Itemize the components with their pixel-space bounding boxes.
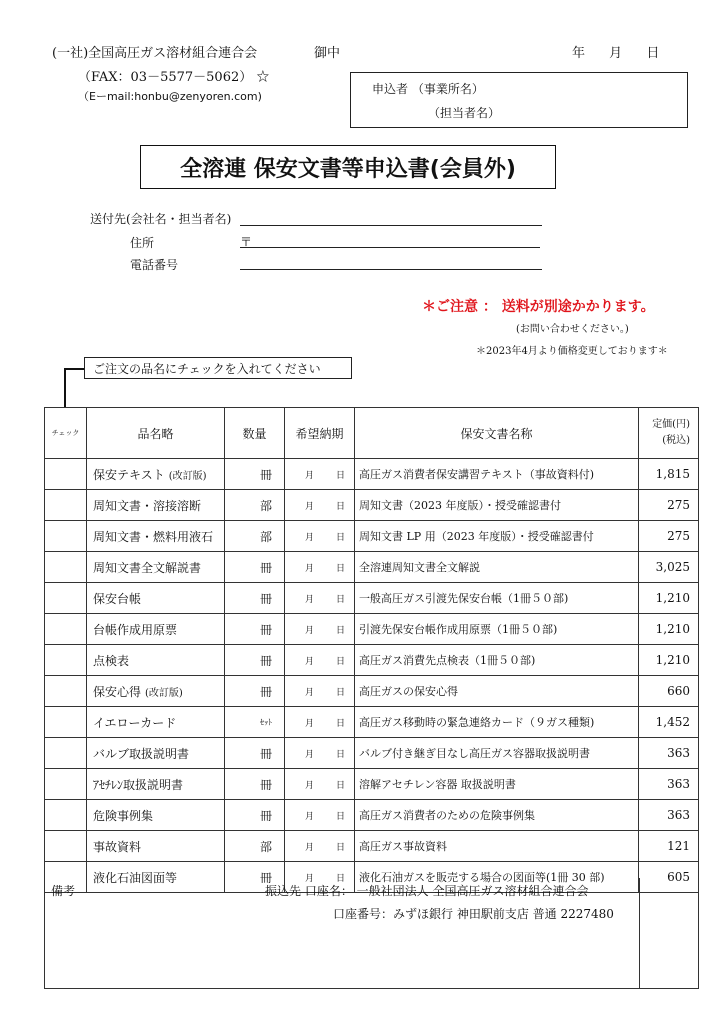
header-document: 保安文書名称 (355, 408, 639, 459)
date-year-label: 年 (572, 46, 586, 61)
due-day: 日 (336, 780, 346, 791)
header-price-line1: 定価(円) (652, 419, 690, 430)
table-row (45, 738, 699, 769)
due-day: 日 (336, 563, 346, 574)
price-cell: 660 (639, 676, 699, 707)
due-day: 日 (336, 749, 346, 760)
date-field[interactable] (572, 42, 659, 61)
quantity-cell[interactable]: 部 (225, 521, 285, 552)
item-name-text: 周知文書全文解説書 (93, 560, 202, 575)
inquiry-note: (お問い合わせください。) (516, 324, 629, 335)
item-name (87, 552, 225, 583)
due-cell[interactable] (285, 583, 355, 614)
shipping-dest-label: 送付先(会社名・担当者名) (90, 212, 232, 226)
price-cell: 1,210 (639, 614, 699, 645)
item-name (87, 614, 225, 645)
due-month: 月 (305, 842, 315, 853)
due-cell[interactable] (285, 614, 355, 645)
item-name-text: 周知文書・溶接溶断 (93, 498, 202, 513)
fax-number: （FAX：03－5577－5062） ☆ (78, 70, 270, 85)
due-cell[interactable] (285, 490, 355, 521)
check-cell[interactable] (45, 645, 87, 676)
item-name-text: 保安台帳 (93, 591, 142, 606)
item-name-text: 点検表 (93, 653, 130, 668)
address-field[interactable] (240, 247, 540, 248)
email-address: （Eーmail:honbu@zenyoren.com) (78, 90, 262, 103)
price-cell: 605 (639, 862, 699, 893)
table-row (45, 490, 699, 521)
item-name-text: ｱｾﾁﾚﾝ取扱説明書 (93, 777, 184, 792)
item-name-text: イエローカード (93, 715, 177, 730)
document-name: 高圧ガス消費者のための危険事例集 (355, 800, 639, 831)
item-name (87, 707, 225, 738)
header-name: 品名略 (87, 408, 225, 459)
due-day: 日 (336, 470, 346, 481)
table-row (45, 645, 699, 676)
quantity-cell[interactable]: 冊 (225, 459, 285, 490)
due-cell[interactable] (285, 645, 355, 676)
remarks-area[interactable] (44, 878, 640, 989)
recipient-honorific: 御中 (314, 46, 341, 61)
quantity-cell[interactable]: 冊 (225, 676, 285, 707)
document-name: 高圧ガス移動時の緊急連絡カード（９ガス種類) (355, 707, 639, 738)
due-day: 日 (336, 811, 346, 822)
price-cell: 363 (639, 800, 699, 831)
due-day: 日 (336, 718, 346, 729)
check-cell[interactable] (45, 769, 87, 800)
item-name-text: 事故資料 (93, 839, 142, 854)
check-cell[interactable] (45, 676, 87, 707)
document-name: 高圧ガス事故資料 (355, 831, 639, 862)
recipient-organization: (一社)全国高圧ガス溶材組合連合会 (52, 46, 258, 61)
quantity-cell[interactable]: 冊 (225, 583, 285, 614)
document-name: 高圧ガス消費者保安講習テキスト（事故資料付) (355, 459, 639, 490)
quantity-cell[interactable]: 冊 (225, 862, 285, 893)
table-row (45, 614, 699, 645)
due-cell[interactable] (285, 831, 355, 862)
due-day: 日 (336, 656, 346, 667)
due-cell[interactable] (285, 738, 355, 769)
table-row (45, 459, 699, 490)
table-header-row (45, 408, 699, 459)
remarks-label: 備考 (51, 884, 76, 898)
item-name (87, 769, 225, 800)
item-name-text: 台帳作成用原票 (93, 622, 178, 637)
document-name: 周知文書 LP 用（2023 年度版）・授受確認書付 (355, 521, 639, 552)
document-name: 一般高圧ガス引渡先保安台帳（1冊５０部) (355, 583, 639, 614)
check-cell[interactable] (45, 459, 87, 490)
due-month: 月 (305, 656, 315, 667)
table-row (45, 707, 699, 738)
due-month: 月 (305, 718, 315, 729)
document-name: 高圧ガスの保安心得 (355, 676, 639, 707)
due-day: 日 (336, 501, 346, 512)
form-title: 全溶連 保安文書等申込書(会員外) (140, 145, 556, 189)
item-name (87, 738, 225, 769)
quantity-cell[interactable]: 冊 (225, 614, 285, 645)
item-name (87, 676, 225, 707)
check-cell[interactable] (45, 831, 87, 862)
quantity-cell[interactable]: 冊 (225, 645, 285, 676)
check-cell[interactable] (45, 583, 87, 614)
check-cell[interactable] (45, 490, 87, 521)
document-name: 引渡先保安台帳作成用原票（1冊５０部) (355, 614, 639, 645)
quantity-cell[interactable]: 部 (225, 831, 285, 862)
item-name-text: 保安心得 (93, 684, 142, 699)
quantity-cell[interactable]: 部 (225, 490, 285, 521)
item-name-text: バルブ取扱説明書 (93, 746, 190, 761)
instruction-bracket (64, 368, 66, 408)
price-cell: 1,210 (639, 583, 699, 614)
document-name: 溶解アセチレン容器 取扱説明書 (355, 769, 639, 800)
price-cell: 1,815 (639, 459, 699, 490)
document-name: 周知文書（2023 年度版）・授受確認書付 (355, 490, 639, 521)
header-check: チェック (45, 408, 87, 459)
quantity-cell[interactable]: 冊 (225, 552, 285, 583)
due-cell[interactable] (285, 521, 355, 552)
check-cell[interactable] (45, 552, 87, 583)
due-month: 月 (305, 470, 315, 481)
table-row (45, 583, 699, 614)
item-name-text: 周知文書・燃料用液石 (93, 529, 214, 544)
applicant-person-label: （担当者名） (428, 106, 501, 120)
item-name-sub: (改訂版) (168, 470, 207, 482)
price-cell: 363 (639, 738, 699, 769)
item-name-text: 液化石油図面等 (93, 870, 178, 885)
quantity-cell[interactable]: 冊 (225, 738, 285, 769)
phone-field[interactable] (240, 269, 542, 270)
due-month: 月 (305, 532, 315, 543)
table-row (45, 831, 699, 862)
instruction-bracket-top (64, 368, 84, 370)
item-name (87, 459, 225, 490)
due-cell[interactable] (285, 676, 355, 707)
quantity-cell[interactable]: 冊 (225, 769, 285, 800)
date-month-label: 月 (609, 46, 623, 61)
header-due: 希望納期 (285, 408, 355, 459)
date-day-label: 日 (646, 46, 660, 61)
price-cell: 1,452 (639, 707, 699, 738)
check-cell[interactable] (45, 614, 87, 645)
table-row (45, 676, 699, 707)
table-row (45, 800, 699, 831)
price-cell: 363 (639, 769, 699, 800)
due-month: 月 (305, 687, 315, 698)
price-cell: 121 (639, 831, 699, 862)
due-cell[interactable] (285, 552, 355, 583)
document-name: 液化石油ガスを販売する場合の図面等(1冊 30 部) (355, 862, 639, 893)
shipping-fee-notice: ＊ご注意 ： 送料が別途かかります。 (422, 299, 655, 315)
bank-account-number: 口座番号：みずほ銀行 神田駅前支店 普通 2227480 (333, 907, 614, 921)
item-name-text: 危険事例集 (93, 808, 154, 823)
due-cell[interactable] (285, 769, 355, 800)
due-cell[interactable] (285, 800, 355, 831)
order-table (44, 407, 699, 893)
address-label: 住所 (130, 236, 155, 250)
price-cell: 3,025 (639, 552, 699, 583)
check-cell[interactable] (45, 800, 87, 831)
item-name-sub: (改訂版) (145, 687, 183, 699)
due-month: 月 (305, 873, 315, 884)
check-cell[interactable] (45, 707, 87, 738)
due-month: 月 (305, 563, 315, 574)
order-instruction: ご注文の品名にチェックを入れてください (84, 357, 352, 379)
item-name-text: 保安テキスト (93, 467, 165, 482)
shipping-dest-field[interactable] (240, 225, 542, 226)
due-cell[interactable] (285, 459, 355, 490)
table-row (45, 552, 699, 583)
due-day: 日 (336, 594, 346, 605)
bank-account-name: 振込先 口座名： 一般社団法人 全国高圧ガス溶材組合連合会 (265, 884, 589, 898)
header-price (639, 408, 699, 459)
due-month: 月 (305, 811, 315, 822)
remarks-price-column (638, 878, 699, 989)
due-month: 月 (305, 501, 315, 512)
due-month: 月 (305, 594, 315, 605)
applicant-company-label: 申込者 （事業所名） (372, 82, 484, 96)
price-cell: 275 (639, 521, 699, 552)
item-name (87, 645, 225, 676)
due-cell[interactable] (285, 707, 355, 738)
item-name (87, 521, 225, 552)
check-cell[interactable] (45, 521, 87, 552)
due-day: 日 (336, 532, 346, 543)
price-change-note: ＊2023年4月より価格変更しております＊ (476, 346, 668, 357)
due-month: 月 (305, 749, 315, 760)
item-name (87, 831, 225, 862)
quantity-cell[interactable]: ｾｯﾄ (225, 707, 285, 738)
due-day: 日 (336, 842, 346, 853)
postal-mark: 〒 (240, 235, 253, 249)
quantity-cell[interactable]: 冊 (225, 800, 285, 831)
table-row (45, 769, 699, 800)
table-row (45, 521, 699, 552)
document-name: バルブ付き継ぎ目なし高圧ガス容器取扱説明書 (355, 738, 639, 769)
due-day: 日 (336, 687, 346, 698)
due-month: 月 (305, 780, 315, 791)
header-quantity: 数量 (225, 408, 285, 459)
phone-label: 電話番号 (130, 258, 179, 272)
item-name (87, 800, 225, 831)
document-name: 高圧ガス消費先点検表（1冊５０部) (355, 645, 639, 676)
header-price-line2: (税込) (662, 435, 690, 446)
due-day: 日 (336, 873, 346, 884)
price-cell: 1,210 (639, 645, 699, 676)
due-day: 日 (336, 625, 346, 636)
check-cell[interactable] (45, 738, 87, 769)
document-name: 全溶連周知文書全文解説 (355, 552, 639, 583)
due-month: 月 (305, 625, 315, 636)
item-name (87, 583, 225, 614)
price-cell: 275 (639, 490, 699, 521)
item-name (87, 490, 225, 521)
